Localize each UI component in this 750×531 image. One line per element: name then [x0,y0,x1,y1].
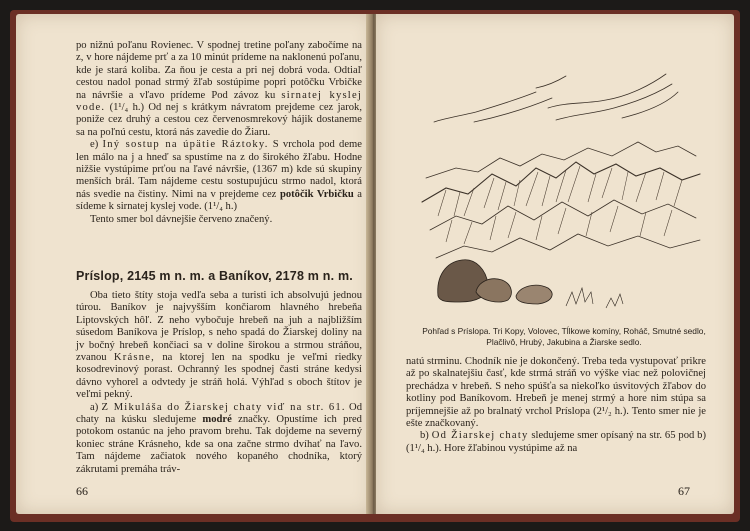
page-number: 67 [678,484,690,498]
cloud-stroke [556,84,672,120]
spaced-text: Od Žiarskej chaty [431,430,529,442]
cloud-stroke [474,98,552,122]
page-number: 66 [76,484,88,498]
main-ridge [422,162,700,202]
grass-tufts [566,288,623,308]
paragraph-text: Od chaty na kúsku sledujeme [76,401,362,426]
left-page [16,14,372,514]
slope-ridge [436,234,700,258]
hatching [438,166,682,216]
paragraph: natú strminu. Chodník nie je dokončený. Treba teda vystupovať prikre až po skalnatejšiu časť, kde strmá stráň vo výške viac než polovičnej prechádza v hrebeň. S neho spúšťa sa niekoľko úsvitových žľabov do kotliny pod Baníkovom. Hrebeň je menej strmý a hore nim stúpa sa príjemnejšie až po bralnatý vrchol Príslopa (2¹/₂ h.). Tento smer nie je ešte značkovaný. [406,356,706,430]
distant-ridge [426,142,696,178]
open-book [10,10,740,522]
paragraph [76,290,362,402]
paragraph-text: sledujeme smer opísaný na str. 65 pod b) (1¹/₄ h.). Hore žľabinou vystúpime až na [406,430,706,454]
section-heading: Príslop, 2145 m n. m. a Baníkov, 2178 m n. m. [76,269,353,283]
item-label: a) [90,401,99,413]
cloud-stroke [548,74,666,108]
paragraph: Tento smer bol dávnejšie červeno značený. [90,213,273,225]
spaced-text: sirnatej kyslej vode. [76,89,362,114]
spaced-text: Iný sostup na úpätie Ráztoky. [102,139,269,151]
cloud-stroke [434,92,536,122]
illustration-caption: Pohľad s Príslopa. Tri Kopy, Volovec, Tĺlkowe komíny, Roháč, Smutné sedlo, Plačlivô, Hrubý, Jakubina a Žiarske sedlo. [422,326,706,347]
spaced-text: Z Mikuláša do Žiarskej chaty viď na str. 61. [101,401,346,413]
paragraph-text: a sídeme k sirnatej kyslej vode. (1¹/₄ h.) [76,188,362,213]
cloud-stroke [536,76,566,88]
item-label: b) [420,430,429,442]
left-page-text-top [76,40,362,226]
paragraph-text: Oba tieto štíty stoja vedľa seba a turisti ich absolvujú jednou túrou. Baníkov je najvyšším končiarom hlavného hrebeňa Liptovských hôľ. Z neho vybočuje hrebeň na juh a najbližším súsedom Baníkova je Príslop, s neho spadá do Žiarskej doliny na jv bočný hrebeň končiaci sa v doline širokou a strmou stráňou, zvanou [76,290,362,364]
mountain-illustration [416,70,706,320]
paragraph-text: S vrchola pod deme len málo na j a hneď sa spustíme na z do širokého žľabu. Hodne nižšie vystúpime prťou na ľavé návršie, (1367 m) kde sú skupiny menších brál. Tam nájdeme cestu sostupujúcu strmo nadol, ktorá nás svedie na čistiny. Nimi na v prejdeme cez [76,139,362,200]
bold-text: modré [202,414,232,426]
foreground-rock [516,285,552,304]
paragraph-text: (1¹/₄ h.) Od nej s krátkym návratom prejdeme cez jarok, poniže cez druhý a cestou cez červenosmrekový hájik dostaneme sa na poľnú cestu, ktorá nás zavedie do Žiaru. [76,102,362,138]
left-page-text-bottom [76,290,362,476]
right-page [376,14,734,514]
item-label: e) [90,139,99,151]
paragraph-text: na ktorej len na spodku je veľmi riedky kosodrevinový porast. Ochranný les spodnej časti stráne kedysi dávno vyhorel a odvtedy je stráň holá. Výhľad s oboch štítov je veľmi pekný. [76,352,362,401]
paragraph [76,139,362,213]
paragraph [406,430,706,455]
paragraph [76,40,362,139]
bold-text: potôčik Vrbičku [279,188,354,200]
spaced-text: Krásne, [113,352,155,364]
slope-ridge [430,200,696,230]
paragraph-text: po nižnú poľanu Rovienec. V spodnej tretine poľany zabočíme na z, v hore nájdeme prť a za 10 minút prídeme na naklonenú poľanu, kde je stará koliba. Za ňou je cesta a pri nej dobrá voda. Odtiaľ cestou nadol ponad strmý žľab sostúpime popri potôčku Vrbičke na návršie a vľavo prídeme Pod závoz ku [76,40,362,101]
paragraph [76,402,362,476]
paragraph-text: značky. Opustíme ich pred potokom ostanúc na jeho pravom brehu. Tak dojdeme na severný koniec stráne Krásneho, kde sa ona začne strmo dvíhať na ľavo. Tam nájdeme začiatok nového kopaného chodníka, ktorý zákrutami premáha tráv- [76,414,362,475]
right-page-text [406,356,706,455]
